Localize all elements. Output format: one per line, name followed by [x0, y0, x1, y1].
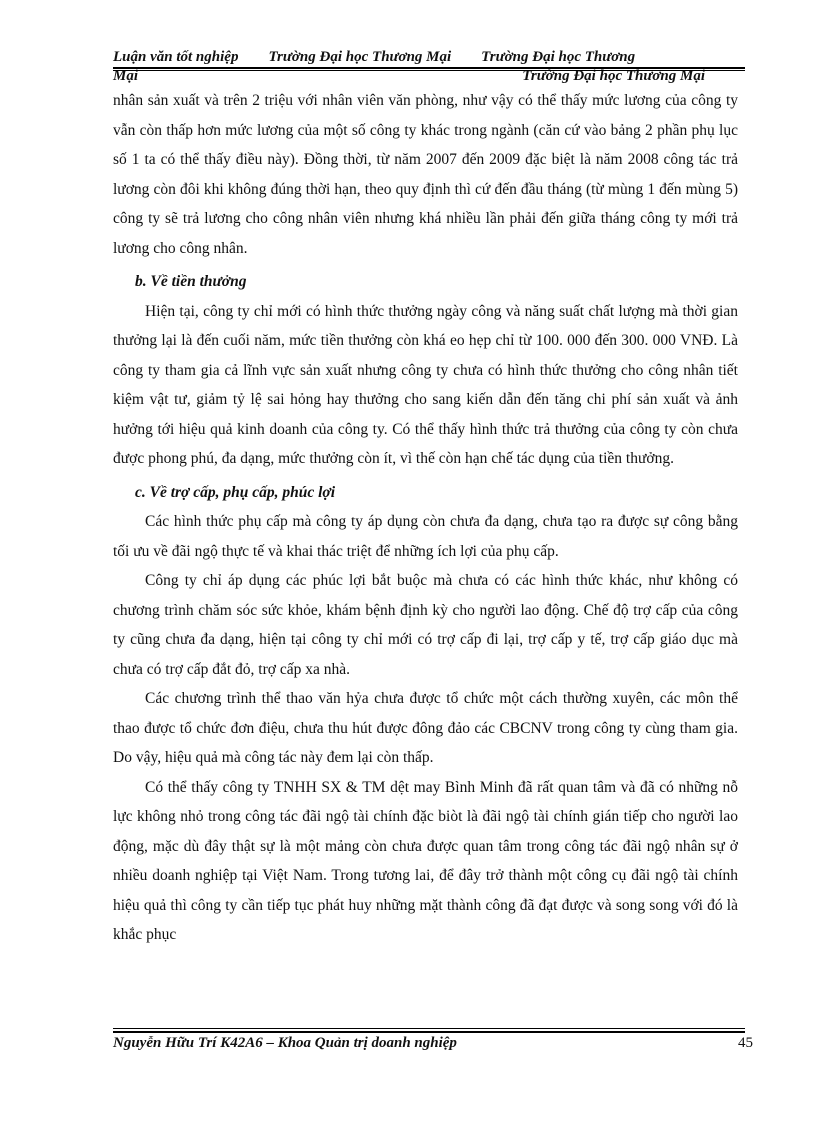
header-wrap-word: Mại: [113, 68, 139, 84]
paragraph-sports: Các chương trình thể thao văn hỷa chưa được tổ chức một cách thường xuyên, các môn thể thao được tổ chức đơn điệu, chưa thu hút được đông đảo các CBCNV trong công ty cùng tham gia. Do vậy, hiệu quả mà công tác này đem lại còn thấp.: [113, 690, 738, 766]
heading-allowances: c. Về trợ cấp, phụ cấp, phúc lợi: [135, 483, 336, 501]
paragraph-allowances: Các hình thức phụ cấp mà công ty áp dụng còn chưa đa dạng, chưa tạo ra được sự công bằng tối ưu về đãi ngộ thực tế và khai thác triệt để những ích lợi của phụ cấp.: [113, 513, 738, 560]
header-line-1: [113, 48, 745, 67]
paragraph-conclusion: Có thể thấy công ty TNHH SX & TM dệt may Bình Minh đã rất quan tâm và đã có những nỗ lực không nhỏ trong công tác đãi ngộ tài chính đặc biòt là đãi ngộ tài chính gián tiếp cho người lao động, mặc dù đây thật sự là một mảng còn chưa được quan tâm trong công tác đãi ngộ nhân sự ở nhiều doanh nghiệp tại Việt Nam. Trong tương lai, để đây trở thành một công cụ đãi ngộ tài chính hiệu quả thì công ty cần tiếp tục phát huy những mặt thành công đã đạt được và song song với đó là khắc phục: [113, 778, 738, 943]
footer-rule: [113, 1028, 745, 1033]
header-school-name-repeat: Trường Đại học Thương: [481, 49, 636, 65]
header-thesis-label: Luận văn tốt nghiệp: [113, 49, 239, 65]
footer-author: Nguyễn Hữu Trí K42A6 – Khoa Quản trị doanh nghiệp: [113, 1035, 457, 1051]
header-school-name-2: Trường Đại học Thương Mại: [522, 68, 705, 84]
heading-bonus: b. Về tiền thưởng: [135, 273, 247, 290]
header-rule: [113, 67, 745, 71]
document-body: [113, 86, 738, 950]
paragraph-salary-cont: nhân sản xuất và trên 2 triệu với nhân viên văn phòng, như vậy có thể thấy mức lương của công ty vẫn còn thấp hơn mức lương của một số công ty khác trong ngành (căn cứ vào bảng 2 phần phụ lục số 1 ta có thể thấy điều này). Đồng thời, từ năm 2007 đến 2009 đặc biệt là năm 2008 công tác trả lương còn đôi khi không đúng thời hạn, theo quy định thì cứ đến đầu tháng (từ mùng 1 đến mùng 5) công ty sẽ trả lương cho công nhân viên nhưng khá nhiều lần phải đến giữa tháng công ty mới trả lương cho công nhân.: [113, 92, 738, 257]
paragraph-bonus: Hiện tại, công ty chỉ mới có hình thức thưởng ngày công và năng suất chất lượng mà thời gian thưởng lại là đến cuối năm, mức tiền thưởng còn khá eo hẹp chỉ từ 100. 000 đến 300. 000 VNĐ. Là công ty tham gia cả lĩnh vực sản xuất nhưng công ty chưa có hình thức thưởng cho công nhân tiết kiệm vật tư, giảm tỷ lệ sai hỏng hay thưởng cho sang kiến dẫn đến tăng chi phí sản xuất và ảnh hưởng tới hiệu quả kinh doanh của công ty. Có thể thấy hình thức trả thưởng của công ty còn chưa được phong phú, đa dạng, mức thưởng còn ít, vì thế còn hạn chế tác dụng của tiền thưởng.: [113, 302, 738, 467]
page-footer: [113, 1035, 755, 1052]
page-number: 45: [738, 1035, 753, 1051]
paragraph-welfare: Công ty chỉ áp dụng các phúc lợi bắt buộc mà chưa có các hình thức khác, như không có chương trình chăm sóc sức khỏe, khám bệnh định kỳ cho người lao động. Chế độ trợ cấp của công ty cũng chưa đa dạng, hiện tại công ty chỉ mới có trợ cấp đi lại, trợ cấp y tế, trợ cấp giáo dục mà chưa có trợ cấp đắt đỏ, trợ cấp xa nhà.: [113, 572, 738, 678]
header-school-name: Trường Đại học Thương Mại: [268, 49, 452, 65]
page-header: [113, 48, 745, 86]
